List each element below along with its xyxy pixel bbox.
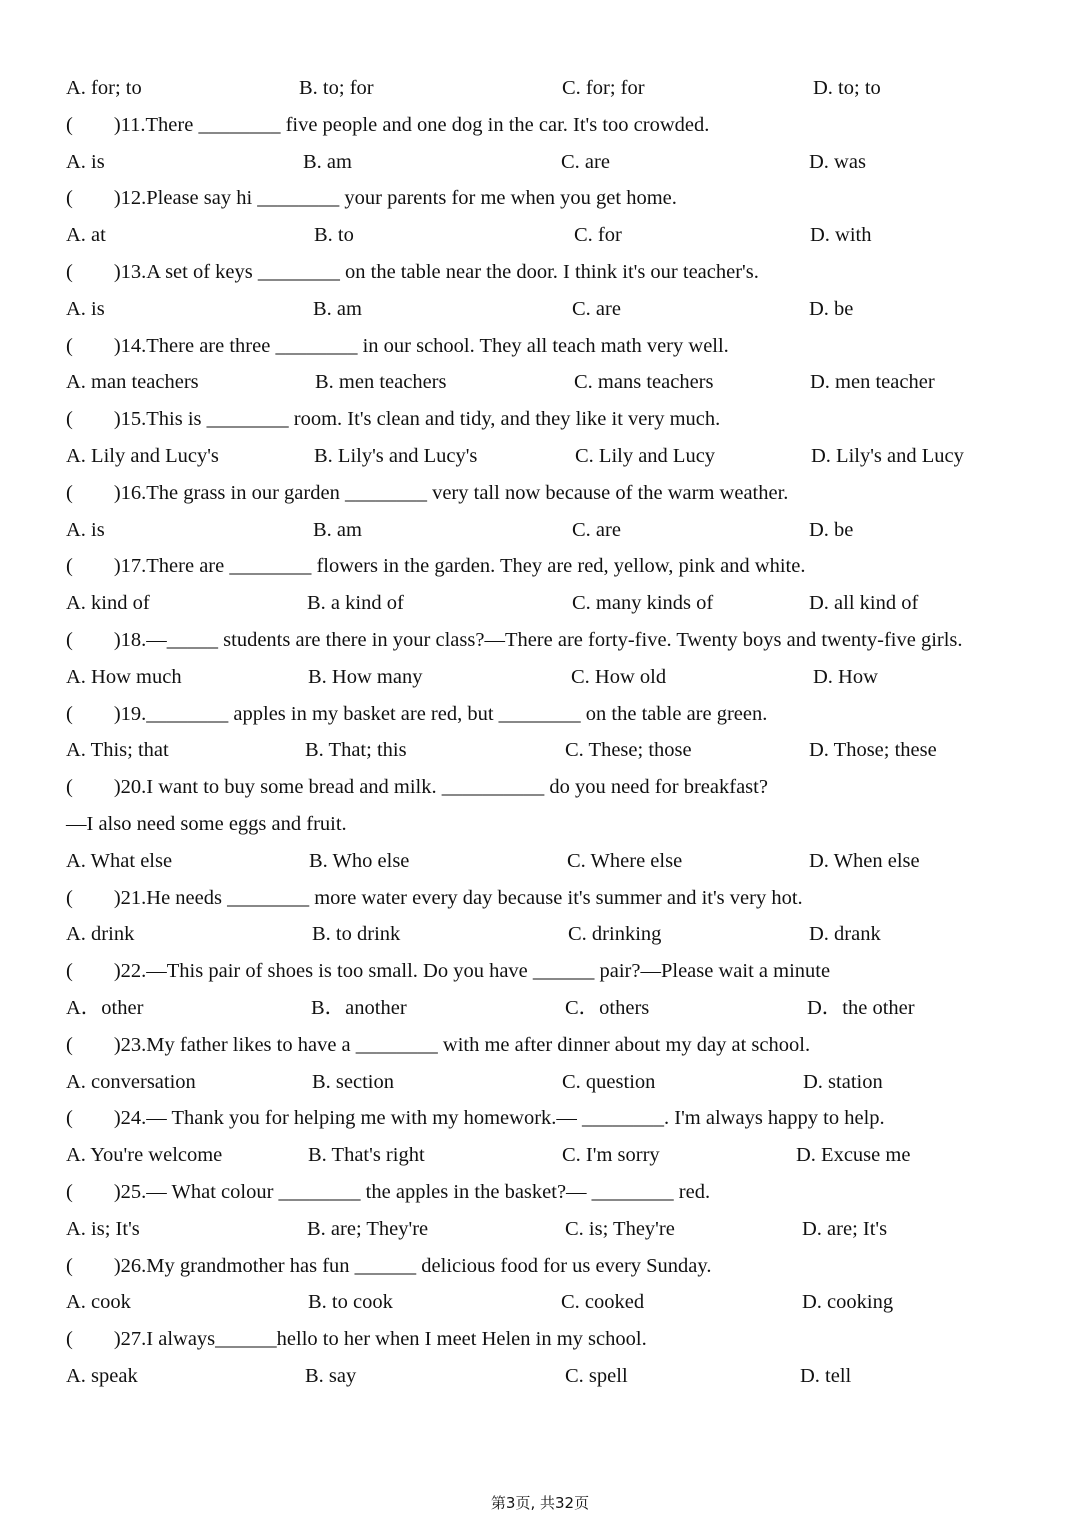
option-row bbox=[66, 217, 1056, 254]
option-row bbox=[66, 990, 1056, 1027]
question-stem bbox=[66, 1321, 1056, 1358]
option-b: B．another bbox=[311, 996, 407, 1019]
option-d: D. Lily's and Lucy bbox=[811, 444, 964, 467]
option-row bbox=[66, 732, 1056, 769]
question-20-continuation: —I also need some eggs and fruit. bbox=[66, 812, 347, 835]
question-18-text: ( )18.—_____ students are there in your class?—There are forty-five. Twenty boys and twenty-five girls. bbox=[66, 628, 963, 651]
question-17-text: ( )17.There are ________ flowers in the garden. They are red, yellow, pink and white. bbox=[66, 555, 806, 578]
option-a: A. drink bbox=[66, 923, 135, 946]
question-stem bbox=[66, 1248, 1056, 1285]
option-b: B. That; this bbox=[305, 739, 407, 762]
option-c: C. These; those bbox=[565, 739, 692, 762]
option-c: C. are bbox=[572, 297, 621, 320]
option-a: A. Lily and Lucy's bbox=[66, 444, 219, 467]
option-b: B. men teachers bbox=[315, 371, 447, 394]
question-stem bbox=[66, 107, 1056, 144]
option-d: D. How bbox=[813, 665, 878, 688]
option-c: C. I'm sorry bbox=[562, 1144, 660, 1167]
option-c: C. Where else bbox=[567, 849, 683, 872]
option-b: B. am bbox=[313, 297, 362, 320]
option-b: B. to drink bbox=[312, 923, 401, 946]
option-a: A. is; It's bbox=[66, 1217, 140, 1240]
option-d: D．the other bbox=[807, 996, 915, 1019]
option-c: C. question bbox=[562, 1070, 656, 1093]
option-c: C. for bbox=[574, 224, 622, 247]
option-d: D. all kind of bbox=[809, 592, 919, 615]
option-b: B. to bbox=[314, 224, 354, 247]
question-15-text: ( )15.This is ________ room. It's clean and tidy, and they like it very much. bbox=[66, 408, 721, 431]
option-row bbox=[66, 1358, 1056, 1395]
option-d: D. drank bbox=[809, 923, 881, 946]
option-b: B. to cook bbox=[308, 1291, 393, 1314]
option-c: C. are bbox=[561, 150, 610, 173]
option-a: A. This; that bbox=[66, 739, 169, 762]
option-d: D. tell bbox=[800, 1364, 852, 1387]
option-a: A. What else bbox=[66, 849, 173, 872]
question-stem bbox=[66, 953, 1056, 990]
question-stem bbox=[66, 622, 1056, 659]
option-a: A．other bbox=[66, 996, 144, 1019]
option-d: D. with bbox=[810, 224, 872, 247]
option-a: A. man teachers bbox=[66, 371, 199, 394]
option-c: C. How old bbox=[571, 665, 667, 688]
option-row bbox=[66, 512, 1056, 549]
question-stem bbox=[66, 475, 1056, 512]
option-d: D. to; to bbox=[813, 77, 881, 99]
option-a: A. at bbox=[66, 224, 106, 247]
question-14-text: ( )14.There are three ________ in our school. They all teach math very well. bbox=[66, 334, 729, 357]
option-a: A. How much bbox=[66, 665, 182, 688]
option-row bbox=[66, 1064, 1056, 1101]
option-c: C. drinking bbox=[568, 923, 662, 946]
option-c: C. many kinds of bbox=[572, 592, 714, 615]
question-21-text: ( )21.He needs ________ more water every day because it's summer and it's very hot. bbox=[66, 886, 803, 909]
question-11-text: ( )11.There ________ five people and one dog in the car. It's too crowded. bbox=[66, 113, 710, 136]
question-stem bbox=[66, 769, 1056, 806]
option-b: B. am bbox=[313, 518, 362, 541]
question-13-text: ( )13.A set of keys ________ on the table near the door. I think it's our teacher's. bbox=[66, 260, 759, 283]
question-stem bbox=[66, 1100, 1056, 1137]
option-d: D. be bbox=[809, 518, 854, 541]
question-12-text: ( )12.Please say hi ________ your parents for me when you get home. bbox=[66, 187, 677, 210]
option-row bbox=[66, 843, 1056, 880]
question-19-text: ( )19.________ apples in my basket are red, but ________ on the table are green. bbox=[66, 702, 768, 725]
option-d: D. be bbox=[809, 297, 854, 320]
option-b: B. Lily's and Lucy's bbox=[314, 444, 478, 467]
option-d: D. are; It's bbox=[802, 1217, 888, 1240]
option-b: B. That's right bbox=[308, 1144, 425, 1167]
option-a: A. conversation bbox=[66, 1070, 196, 1093]
option-d: D. men teacher bbox=[810, 371, 935, 394]
option-b: B. am bbox=[303, 150, 352, 173]
option-row bbox=[66, 1211, 1056, 1248]
option-d: D. station bbox=[803, 1070, 883, 1093]
question-23-text: ( )23.My father likes to have a ________ with me after dinner about my day at school. bbox=[66, 1033, 811, 1056]
question-stem bbox=[66, 254, 1056, 291]
option-a: A. You're welcome bbox=[66, 1144, 223, 1167]
question-22-text: ( )22.—This pair of shoes is too small. Do you have ______ pair?—Please wait a minute bbox=[66, 960, 831, 983]
option-b: B. a kind of bbox=[307, 592, 404, 615]
option-b: B. Who else bbox=[309, 849, 410, 872]
option-row bbox=[66, 364, 1056, 401]
option-row bbox=[66, 70, 1056, 107]
option-row bbox=[66, 291, 1056, 328]
question-27-text: ( )27.I always______hello to her when I meet Helen in my school. bbox=[66, 1328, 647, 1351]
option-c: C. spell bbox=[565, 1364, 628, 1387]
question-20-text: ( )20.I want to buy some bread and milk. __________ do you need for breakfast? bbox=[66, 776, 768, 799]
option-row bbox=[66, 916, 1056, 953]
option-c: C．others bbox=[565, 996, 650, 1019]
option-a: A. speak bbox=[66, 1364, 138, 1387]
option-c: C. cooked bbox=[561, 1291, 645, 1314]
question-stem bbox=[66, 880, 1056, 917]
option-c: C. for; for bbox=[562, 77, 645, 99]
page-number-footer: 第3页, 共32页 bbox=[490, 1494, 590, 1512]
question-stem bbox=[66, 401, 1056, 438]
option-b: B. How many bbox=[308, 665, 423, 688]
option-row bbox=[66, 1284, 1056, 1321]
question-24-text: ( )24.— Thank you for helping me with my homework.— ________. I'm always happy to help. bbox=[66, 1107, 885, 1130]
option-b: B. say bbox=[305, 1364, 357, 1387]
option-row bbox=[66, 438, 1056, 475]
option-row bbox=[66, 1137, 1056, 1174]
option-row bbox=[66, 144, 1056, 181]
question-stem bbox=[66, 1027, 1056, 1064]
question-stem bbox=[66, 696, 1056, 733]
question-list bbox=[66, 70, 1056, 1395]
option-b: B. to; for bbox=[299, 77, 374, 99]
question-16-text: ( )16.The grass in our garden ________ very tall now because of the warm weather. bbox=[66, 481, 789, 504]
option-d: D. cooking bbox=[802, 1291, 894, 1314]
question-stem bbox=[66, 1174, 1056, 1211]
option-b: B. are; They're bbox=[307, 1217, 429, 1240]
option-row bbox=[66, 659, 1056, 696]
option-b: B. section bbox=[312, 1070, 394, 1093]
option-a: A. is bbox=[66, 150, 105, 173]
question-26-text: ( )26.My grandmother has fun ______ delicious food for us every Sunday. bbox=[66, 1254, 712, 1277]
option-c: C. Lily and Lucy bbox=[575, 444, 716, 467]
question-stem bbox=[66, 328, 1056, 365]
option-a: A. is bbox=[66, 518, 105, 541]
option-d: D. Excuse me bbox=[796, 1144, 911, 1167]
option-d: D. When else bbox=[809, 849, 920, 872]
option-c: C. is; They're bbox=[565, 1217, 675, 1240]
option-a: A. is bbox=[66, 297, 105, 320]
question-25-text: ( )25.— What colour ________ the apples in the basket?— ________ red. bbox=[66, 1180, 711, 1203]
option-c: C. mans teachers bbox=[574, 371, 714, 394]
question-continuation bbox=[66, 806, 1056, 843]
option-row bbox=[66, 585, 1056, 622]
question-stem bbox=[66, 548, 1056, 585]
option-a: A. kind of bbox=[66, 592, 150, 615]
option-c: C. are bbox=[572, 518, 621, 541]
question-stem bbox=[66, 180, 1056, 217]
option-d: D. was bbox=[809, 150, 866, 173]
option-a: A. for; to bbox=[66, 77, 142, 99]
option-a: A. cook bbox=[66, 1291, 131, 1314]
option-d: D. Those; these bbox=[809, 739, 937, 762]
